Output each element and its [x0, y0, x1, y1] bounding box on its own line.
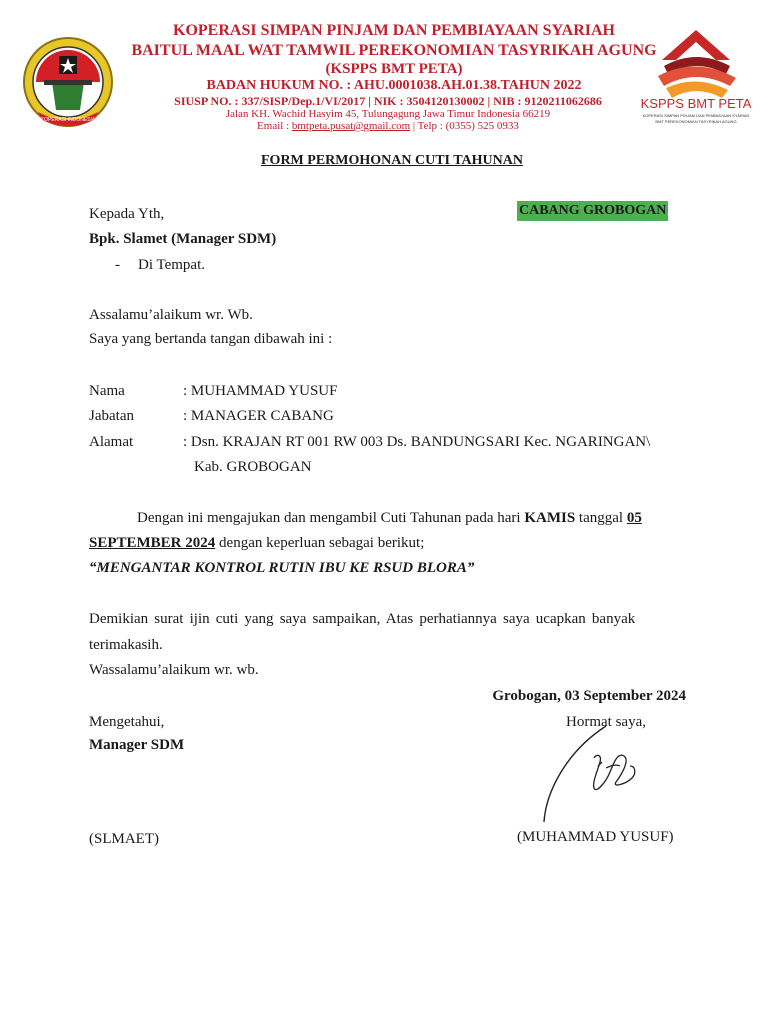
handwritten-signature-icon — [536, 722, 656, 830]
greeting: Assalamu’alaikum wr. Wb. — [89, 307, 253, 323]
request-date-month: SEPTEMBER 2024 — [89, 535, 216, 551]
request-paragraph-line1 — [137, 508, 642, 528]
right-logo — [630, 26, 762, 136]
phone-text: | Telp : (0355) 525 0933 — [410, 120, 519, 132]
name-value: : MUHAMMAD YUSUF — [183, 383, 338, 399]
legal-entity-number: BADAN HUKUM NO. : AHU.0001038.AH.01.38.TAHUN 2022 — [206, 78, 582, 93]
org-name-line2: BAITUL MAAL WAT TAMWIL PEREKONOMIAN TASYRIKAH AGUNG — [131, 42, 657, 59]
registration-numbers: SIUSP NO. : 337/SISP/Dep.1/VI/2017 | NIK : 3504120130002 | NIB : 9120211062686 — [174, 94, 602, 108]
org-name-line1: KOPERASI SIMPAN PINJAM DAN PEMBIAYAAN SYARIAH — [173, 22, 615, 39]
org-short-name: (KSPPS BMT PETA) — [325, 61, 463, 77]
request-day: KAMIS — [524, 510, 576, 526]
place-and-date: Grobogan, 03 September 2024 — [492, 688, 686, 704]
place-text: Di Tempat. — [138, 257, 205, 273]
closing-line1: Demikian surat ijin cuti yang saya sampaikan, Atas perhatiannya saya ucapkan banyak — [89, 611, 636, 627]
position-value: : MANAGER CABANG — [183, 408, 334, 424]
recipient-intro: Kepada Yth, — [89, 206, 165, 222]
position-label: Jabatan — [89, 408, 134, 424]
place-dash: - — [115, 257, 120, 273]
respect-label: Hormat saya, — [566, 714, 646, 730]
signature — [536, 722, 656, 830]
request-text-b: tanggal — [575, 510, 627, 526]
org-address: Jalan KH. Wachid Hasyim 45, Tulungagung Jawa Timur Indonesia 66219 — [225, 108, 551, 120]
address-value-line1: : Dsn. KRAJAN RT 001 RW 003 Ds. BANDUNGSARI Kec. NGARINGAN\ — [183, 434, 651, 450]
right-logo-sub2: BMT PEREKONOMIAN TASYRIKAH AGUNG — [655, 119, 737, 124]
right-logo-sub1: KOPERASI SIMPAN PINJAM DAN PEMBIAYAAN SYARIAH — [642, 113, 750, 118]
acknowledged-role: Manager SDM — [89, 737, 185, 753]
right-logo-name: KSPPS BMT PETA — [640, 96, 752, 111]
branch-badge: CABANG GROBOGAN — [517, 201, 668, 221]
closing-line2: terimakasih. — [89, 637, 163, 653]
email-link[interactable]: bmtpeta.pusat@gmail.com — [291, 120, 411, 132]
address-value-line2: Kab. GROBOGAN — [194, 459, 312, 475]
recipient-name: Bpk. Slamet (Manager SDM) — [89, 231, 277, 247]
name-label: Nama — [89, 383, 125, 399]
farewell: Wassalamu’alaikum wr. wb. — [89, 662, 259, 678]
intro-line: Saya yang bertanda tangan dibawah ini : — [89, 331, 333, 347]
left-logo-caption: KOPERASI INDONESIA — [40, 117, 96, 123]
acknowledged-label: Mengetahui, — [89, 714, 165, 730]
address-label: Alamat — [89, 434, 134, 450]
left-signatory-name: (SLMAET) — [89, 831, 159, 847]
request-text-a: Dengan ini mengajukan dan mengambil Cuti Tahunan pada hari — [137, 510, 525, 526]
form-title: FORM PERMOHONAN CUTI TAHUNAN — [261, 153, 523, 168]
request-date-day: 05 — [626, 510, 642, 526]
right-signatory-name: (MUHAMMAD YUSUF) — [517, 829, 674, 845]
request-paragraph-line2 — [89, 533, 424, 553]
request-text-c: dengan keperluan sebagai berikut; — [215, 535, 425, 551]
leave-purpose: “MENGANTAR KONTROL RUTIN IBU KE RSUD BLORA” — [89, 560, 475, 576]
email-label: Email : — [257, 120, 292, 132]
